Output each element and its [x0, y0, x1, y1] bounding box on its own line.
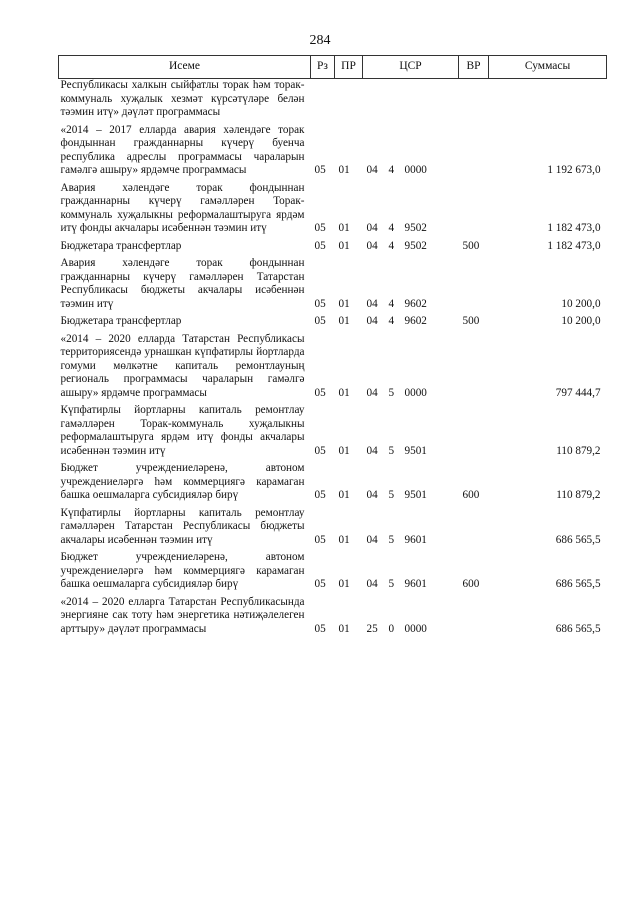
- row-vr: [459, 595, 489, 640]
- row-sum: 797 444,7: [555, 386, 601, 399]
- row-csr-3: 9601: [404, 533, 427, 546]
- row-name: Бюджет учреждениеләренә, автоном учреждениеләргә һәм коммерциягә карамаган башка оешмаларга субсидияләр бирү: [60, 462, 305, 501]
- row-pr: 01: [338, 239, 350, 252]
- row-csr-3: 9501: [404, 489, 427, 501]
- header-vr: ВР: [459, 56, 489, 79]
- row-csr-2: 5: [388, 444, 395, 457]
- row-rz: 05: [314, 164, 326, 176]
- row-vr: [459, 123, 489, 181]
- row-pr: 01: [338, 315, 350, 327]
- table-row: [59, 79, 607, 123]
- table-row: [59, 181, 607, 239]
- row-csr-1: 04: [366, 239, 378, 252]
- table-row: [59, 461, 607, 506]
- row-pr: 01: [338, 489, 350, 501]
- row-csr-2: 5: [388, 533, 395, 546]
- row-csr-1: 04: [366, 164, 378, 176]
- table-header-row: [59, 56, 607, 79]
- row-csr-2: 5: [388, 578, 395, 590]
- row-name: Күпфатирлы йортларны капиталь ремонтлау гамәлләрен Торак-коммуналь хуҗалыкны реформалаштыруга ярдәм итү фонды акчалары исәбеннән тәэмин итү: [60, 404, 305, 457]
- page-number: 284: [309, 33, 331, 48]
- row-csr-3: [401, 79, 459, 123]
- row-vr: [459, 403, 489, 461]
- table-row: [59, 332, 607, 404]
- row-vr: [459, 332, 489, 404]
- header-rz: Рз: [311, 56, 335, 79]
- row-pr: 01: [338, 222, 350, 234]
- row-vr: [459, 79, 489, 123]
- row-csr-1: 04: [366, 489, 378, 501]
- row-csr-1: [363, 79, 385, 123]
- row-csr-2: 0: [388, 622, 395, 635]
- row-csr-1: 04: [366, 297, 378, 310]
- row-rz: 05: [314, 222, 326, 234]
- row-rz: 05: [314, 578, 326, 590]
- row-csr-3: 0000: [404, 622, 427, 635]
- table-row: [59, 595, 607, 640]
- row-vr: 600: [462, 489, 480, 501]
- table-row: [59, 314, 607, 332]
- row-csr-3: 0000: [404, 164, 427, 176]
- row-sum: 110 879,2: [556, 489, 601, 501]
- row-csr-3: 9502: [404, 222, 427, 234]
- row-vr: [459, 256, 489, 314]
- row-vr: [459, 181, 489, 239]
- row-csr-2: 4: [388, 222, 395, 234]
- row-rz: 05: [314, 315, 326, 327]
- header-csr: ЦСР: [363, 56, 459, 79]
- row-csr-3: 9601: [404, 578, 427, 590]
- row-pr: 01: [338, 578, 350, 590]
- row-pr: 01: [338, 297, 350, 310]
- row-name: «2014 – 2020 елларга Татарстан Республикасында энергияне сак тоту һәм энергетика нәтиҗәлелеген арттыру» дәүләт программасы: [60, 595, 305, 635]
- row-sum: 1 182 473,0: [547, 239, 601, 252]
- row-csr-3: 0000: [404, 386, 427, 399]
- row-csr-1: 04: [366, 444, 378, 457]
- row-csr-1: 04: [366, 386, 378, 399]
- row-csr-3: 9602: [404, 315, 427, 327]
- row-csr-1: 04: [366, 222, 378, 234]
- row-csr-3: 9602: [404, 297, 427, 310]
- table-row: [59, 256, 607, 314]
- header-sum: Суммасы: [489, 56, 607, 79]
- row-csr-2: 5: [388, 386, 395, 399]
- row-rz: [311, 79, 335, 123]
- row-name: Бюджетара трансфертлар: [60, 239, 182, 252]
- row-sum: 1 192 673,0: [547, 164, 601, 176]
- row-sum: 1 182 473,0: [547, 222, 601, 234]
- row-pr: 01: [338, 622, 350, 635]
- row-csr-2: 4: [388, 164, 395, 176]
- row-sum: 110 879,2: [556, 444, 601, 457]
- row-name: Авария хәлендәге торак фондыннан гражданнарны күчерү гамәлләрен Татарстан Республикасы бюджеты акчалары исәбеннән тәэмин итү: [60, 257, 305, 310]
- table-row: [59, 550, 607, 595]
- row-csr-3: 9501: [404, 444, 427, 457]
- row-sum: [489, 79, 607, 123]
- row-csr-2: 5: [388, 489, 395, 501]
- row-name: «2014 – 2017 елларда авария хәлендәге торак фондыннан гражданнарны күчерү буенча республика адреслы программасы чараларын гамәлгә ашыру» ярдәмче программасы: [60, 123, 305, 176]
- header-pr: ПР: [335, 56, 363, 79]
- row-rz: 05: [314, 622, 326, 635]
- row-vr: 600: [462, 578, 480, 590]
- row-vr: [459, 506, 489, 551]
- row-name: Республикасы халкын сыйфатлы торак һәм торак-коммуналь хуҗалык хезмәт күрсәтүләре белән тәэмин итү» дәүләт программасы: [60, 79, 305, 118]
- row-csr-1: 04: [366, 315, 378, 327]
- row-name: Бюджетара трансфертлар: [60, 315, 182, 327]
- row-rz: 05: [314, 386, 326, 399]
- row-pr: 01: [338, 444, 350, 457]
- row-csr-2: [385, 79, 401, 123]
- row-rz: 05: [314, 489, 326, 501]
- row-sum: 686 565,5: [555, 622, 601, 635]
- budget-table: [58, 55, 607, 639]
- table-row: [59, 506, 607, 551]
- table-row: [59, 403, 607, 461]
- row-sum: 686 565,5: [555, 578, 601, 590]
- row-rz: 05: [314, 533, 326, 546]
- row-name: Авария хәлендәге торак фондыннан гражданнарны күчерү гамәлләрен Торак-коммуналь хуҗалыкны реформалаштыруга ярдәм итү фонды акчалары исәбеннән тәэмин итү: [60, 181, 305, 234]
- table-row: [59, 239, 607, 257]
- row-name: «2014 – 2020 елларда Татарстан Республикасы территориясендә урнашкан күпфатирлы йортларда гомуми мөлкәтне капиталь ремонтлауның региональ программасы чараларын гамәлгә ашыру» ярдәмче программасы: [60, 332, 305, 399]
- table-body: [59, 79, 607, 640]
- row-pr: 01: [338, 533, 350, 546]
- row-pr: 01: [338, 164, 350, 176]
- table-row: [59, 123, 607, 181]
- row-sum: 686 565,5: [555, 533, 601, 546]
- row-csr-1: 04: [366, 578, 378, 590]
- row-csr-2: 4: [388, 239, 395, 252]
- row-sum: 10 200,0: [561, 297, 601, 310]
- row-name: Бюджет учреждениеләренә, автоном учреждениеләргә һәм коммерциягә карамаган башка оешмаларга субсидияләр бирү: [60, 551, 305, 590]
- row-csr-2: 4: [388, 297, 395, 310]
- row-csr-2: 4: [388, 315, 395, 327]
- header-name: Исеме: [59, 56, 311, 79]
- row-pr: 01: [338, 386, 350, 399]
- row-rz: 05: [314, 239, 326, 252]
- row-name: Күпфатирлы йортларны капиталь ремонтлау гамәлләрен Татарстан Республикасы бюджеты акчалары исәбеннән тәэмин итү: [60, 506, 305, 546]
- row-vr: 500: [462, 315, 480, 327]
- row-rz: 05: [314, 444, 326, 457]
- row-csr-1: 04: [366, 533, 378, 546]
- row-pr: [335, 79, 363, 123]
- row-vr: 500: [462, 239, 480, 252]
- row-rz: 05: [314, 297, 326, 310]
- row-csr-1: 25: [366, 622, 378, 635]
- row-sum: 10 200,0: [561, 315, 601, 327]
- row-csr-3: 9502: [404, 239, 427, 252]
